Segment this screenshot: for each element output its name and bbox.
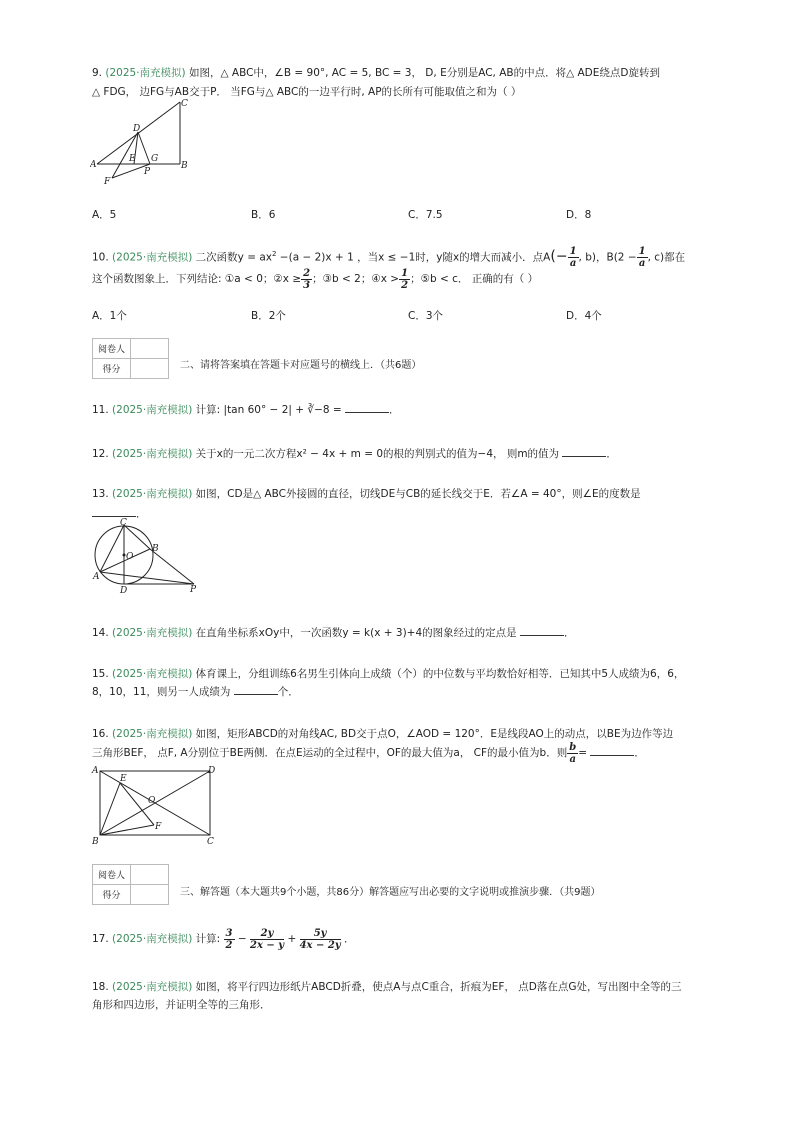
paren-left: (2 − xyxy=(613,251,637,264)
question-number: 17. xyxy=(92,933,109,945)
question-number: 18. xyxy=(92,981,109,993)
fig13-label-b: B xyxy=(152,544,159,554)
question-number: 12. xyxy=(92,448,109,460)
fig16-label-o: O xyxy=(148,796,156,806)
answer-blank[interactable] xyxy=(92,506,136,517)
question-text: 个． xyxy=(277,686,299,698)
question-text: 计算: |tan 60° − 2| + ∛−8 = xyxy=(195,404,342,416)
source-tag: (2025·南充模拟) xyxy=(112,981,193,993)
source-tag: (2025·南充模拟) xyxy=(112,627,193,639)
frac-num: 2y xyxy=(250,928,284,940)
option-c: C．7.5 xyxy=(408,209,443,221)
question-15-line-1 xyxy=(92,665,699,683)
fig16-label-c: C xyxy=(207,837,214,847)
paren-left: (− xyxy=(550,248,568,265)
fraction xyxy=(300,928,341,951)
question-18-line-1 xyxy=(92,978,699,996)
grader-score-box xyxy=(92,864,169,905)
grader-label: 阅卷人 xyxy=(93,865,131,885)
frac-den: a xyxy=(569,258,577,269)
source-tag: (2025·南充模拟) xyxy=(112,728,193,740)
question-13-figure xyxy=(90,517,202,595)
source-tag: (2025·南充模拟) xyxy=(105,67,186,79)
frac-den: a xyxy=(569,753,576,765)
question-text: △ FDG， 边FG与AB交于P． 当FG与△ ABC的一边平行时, AP的长所有可能取值之和为（ ） xyxy=(92,86,522,98)
question-number: 11. xyxy=(92,404,109,416)
answer-blank[interactable] xyxy=(590,745,634,756)
fig16-label-a: A xyxy=(92,766,99,776)
fig16-label-f: F xyxy=(155,822,162,832)
question-text: 三角形BEF， 点F, A分别位于BE两侧．在点E运动的全过程中，OF的最大值为a， CF的最小值为b．则 xyxy=(92,747,568,759)
grader-score-box xyxy=(92,338,169,379)
question-15-line-2 xyxy=(92,683,699,701)
grader-cell xyxy=(131,865,169,885)
question-text: 都在 xyxy=(664,251,686,264)
question-11 xyxy=(92,401,699,419)
frac-den: 2x − y xyxy=(250,939,285,951)
question-text: ． xyxy=(634,747,645,759)
fraction xyxy=(250,928,284,951)
paren-right: , c) xyxy=(647,251,665,264)
fig13-label-c: C xyxy=(120,518,127,528)
grader-cell xyxy=(131,339,169,359)
question-10-line-2 xyxy=(92,267,699,291)
frac-num: 2 xyxy=(303,267,311,279)
question-number: 16. xyxy=(92,728,109,740)
score-cell xyxy=(131,885,169,905)
paren-right: , b) xyxy=(578,251,596,264)
score-label: 得分 xyxy=(93,359,131,379)
frac-num: 3 xyxy=(225,927,233,939)
option-d: D．8 xyxy=(566,209,592,221)
question-text: 计算: xyxy=(195,933,221,945)
option-a: A．1个 xyxy=(92,310,127,322)
frac-den: 3 xyxy=(303,279,311,291)
frac-num: b xyxy=(569,741,577,753)
grader-label: 阅卷人 xyxy=(93,339,131,359)
frac-den: 2 xyxy=(401,279,409,291)
fraction xyxy=(637,246,648,269)
option-b: B．6 xyxy=(251,209,276,221)
source-tag: (2025·南充模拟) xyxy=(112,448,193,460)
option-a: A．5 xyxy=(92,209,117,221)
fig16-label-b: B xyxy=(92,837,99,847)
fraction xyxy=(568,246,579,269)
question-text: = xyxy=(578,747,588,759)
fraction xyxy=(567,742,578,765)
question-13-line-1 xyxy=(92,485,699,503)
question-text: ；⑤b < c． 正确的有（ ） xyxy=(410,273,539,285)
fig13-label-o: O xyxy=(126,552,134,562)
answer-blank[interactable] xyxy=(520,625,564,636)
question-17 xyxy=(92,926,699,952)
question-text: ． xyxy=(564,627,575,639)
operator: − xyxy=(237,933,247,945)
frac-den: 2 xyxy=(225,939,233,951)
question-text: ． xyxy=(136,508,147,520)
question-number: 9. xyxy=(92,67,103,79)
fig9-label-p: P xyxy=(144,167,151,177)
question-text: 如图，将平行四边形纸片ABCD折叠，使点A与点C重合，折痕为EF， 点D落在点G处，写出图中全等的三 xyxy=(195,981,682,993)
frac-num: 5y xyxy=(300,928,341,940)
answer-blank[interactable] xyxy=(234,684,278,695)
frac-num: 1 xyxy=(569,246,577,257)
question-text: ；③b < 2；④x > xyxy=(312,273,400,285)
question-text: 在直角坐标系xOy中，一次函数y = k(x + 3)+4的图象经过的定点是 xyxy=(195,627,517,639)
source-tag: (2025·南充模拟) xyxy=(112,933,193,945)
frac-den: 4x − 2y xyxy=(299,939,341,951)
fig9-label-g: G xyxy=(151,154,159,164)
source-tag: (2025·南充模拟) xyxy=(112,404,193,416)
question-9-figure xyxy=(90,98,194,188)
question-text: 角形和四边形，并证明全等的三角形． xyxy=(92,999,271,1011)
question-text: 这个函数图象上．下列结论: ①a < 0；②x ≥ xyxy=(92,273,302,285)
operator: + xyxy=(287,933,297,945)
question-text: 如图，矩形ABCD的对角线AC, BD交于点O，∠AOD = 120°．E是线段AO上的动点，以BE为边作等边 xyxy=(195,728,674,740)
fraction xyxy=(224,928,235,951)
fig9-label-e: E xyxy=(129,154,136,164)
fig9-label-f: F xyxy=(104,177,111,187)
question-number: 14. xyxy=(92,627,109,639)
frac-num: 1 xyxy=(638,246,646,257)
question-text: −(a − 2)x + 1 ，当x ≤ −1时，y随x的增大而减小．点A xyxy=(276,251,551,264)
question-number: 15. xyxy=(92,668,109,680)
frac-num: 1 xyxy=(401,267,409,279)
question-text: 二次函数y = ax xyxy=(195,251,272,264)
fig16-label-d: D xyxy=(208,766,216,776)
source-tag: (2025·南充模拟) xyxy=(112,488,193,500)
fig13-label-p: P xyxy=(190,585,197,595)
exponent: 2 xyxy=(272,250,277,258)
option-b: B．2个 xyxy=(251,310,286,322)
score-cell xyxy=(131,359,169,379)
question-12 xyxy=(92,445,699,463)
question-text: 体育课上，分组训练6名男生引体向上成绩（个）的中位数与平均数恰好相等．已知其中5人成绩为6，6， xyxy=(195,668,685,680)
fraction xyxy=(399,268,410,291)
question-text: 如图，△ ABC中，∠B = 90°, AC = 5, BC = 3， D, E分别是AC, AB的中点．将△ ADE绕点D旋转到 xyxy=(188,67,660,79)
question-text: ． xyxy=(343,933,355,945)
question-number: 13. xyxy=(92,488,109,500)
question-14 xyxy=(92,624,699,642)
question-16-line-2 xyxy=(92,741,699,765)
fig16-label-e: E xyxy=(120,774,127,784)
frac-den: a xyxy=(638,258,646,269)
option-d: D．4个 xyxy=(566,310,602,322)
question-text: ． xyxy=(389,404,400,416)
fig13-label-a: A xyxy=(93,572,100,582)
fig9-label-c: C xyxy=(181,99,188,109)
source-tag: (2025·南充模拟) xyxy=(112,251,193,264)
answer-blank[interactable] xyxy=(562,446,606,457)
question-number: 10. xyxy=(92,251,109,264)
answer-blank[interactable] xyxy=(345,402,389,413)
question-18-line-2 xyxy=(92,996,699,1014)
fig9-label-a: A xyxy=(90,160,97,170)
question-text: 关于x的一元二次方程x² − 4x + m = 0的根的判别式的值为−4， 则m的值为 xyxy=(195,448,560,460)
fraction xyxy=(301,268,312,291)
option-c: C．3个 xyxy=(408,310,444,322)
score-label: 得分 xyxy=(93,885,131,905)
section-3-heading: 三、解答题（本大题共9个小题，共86分）解答题应写出必要的文字说明或推演步骤．（共9题） xyxy=(180,887,601,898)
section-2-heading: 二、请将答案填在答题卡对应题号的横线上．（共6题） xyxy=(180,360,422,371)
question-9-line-1 xyxy=(92,64,699,82)
fig9-label-b: B xyxy=(181,161,188,171)
question-text: 8，10，11，则另一人成绩为 xyxy=(92,686,231,698)
question-16-figure xyxy=(90,763,222,849)
question-text: 如图，CD是△ ABC外接圆的直径，切线DE与CB的延长线交于E．若∠A = 40°，则∠E的度数是 xyxy=(195,488,641,500)
fig9-label-d: D xyxy=(133,124,141,134)
fig13-label-d: D xyxy=(120,586,128,595)
question-text: ． xyxy=(606,448,617,460)
question-text: ，B xyxy=(595,251,614,264)
source-tag: (2025·南充模拟) xyxy=(112,668,193,680)
